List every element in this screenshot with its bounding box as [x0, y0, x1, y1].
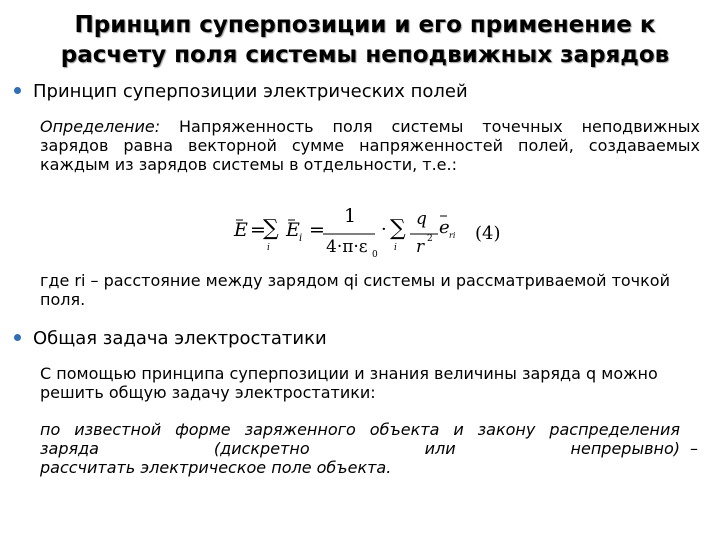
task-result: рассчитать электрическое поле объекта. [40, 458, 392, 477]
formula-Ei: E [286, 219, 300, 241]
bullet-general-problem [14, 328, 327, 350]
formula-sum1-index: i [267, 243, 270, 253]
equation-number: (4) [475, 223, 501, 244]
bullet-superposition [14, 81, 468, 103]
formula-eq2: = [309, 219, 325, 241]
formula-denominator: 4·π·ε [326, 237, 368, 257]
slide-title [30, 10, 700, 70]
bullet-icon [14, 334, 21, 341]
formula-sum2-index: i [394, 243, 397, 253]
formula-e-index: ri [449, 231, 456, 240]
formula-e: e [439, 217, 450, 238]
definition-text: Напряженность поля системы точечных неподвижных зарядов равна векторной сумме напряженностей полей, создаваемых каждым из зарядов системы в отдельности, т.е.: [40, 117, 700, 174]
task-text: по известной форме заряженного объекта и закону распределения заряда (дискретно или непрерывно) [40, 420, 680, 458]
bullet-icon [14, 87, 21, 94]
definition-label: Определение: [40, 117, 161, 136]
formula-eq1: = [250, 219, 266, 241]
formula-sum2: ∑ [390, 216, 406, 241]
formula-dot: · [381, 219, 387, 240]
formula-r-power: 2 [427, 234, 433, 244]
slide-title-line2: расчету поля системы неподвижных зарядов [60, 42, 670, 68]
bullet-general-problem-label: Общая задача электростатики [33, 328, 327, 349]
formula-E: E [234, 219, 248, 241]
formula-Ei-index: i [299, 233, 303, 244]
formula-r: r [416, 237, 425, 257]
where-paragraph: где ri – расстояние между зарядом qi системы и рассматриваемой точкой поля. [40, 271, 670, 309]
general-problem-paragraph: С помощью принципа суперпозиции и знания величины заряда q можно решить общую задачу электростатики: [40, 364, 658, 402]
formula-sum1: ∑ [263, 216, 279, 241]
task-dash: – [690, 439, 698, 458]
slide-title-line1: Принцип суперпозиции и его применение к [74, 12, 656, 38]
task-paragraph [40, 420, 700, 477]
bullet-superposition-label: Принцип суперпозиции электрических полей [33, 81, 468, 102]
formula-eps-index: 0 [372, 250, 378, 260]
definition-paragraph [40, 117, 700, 174]
formula-one: 1 [344, 205, 357, 227]
formula-q: q [416, 209, 427, 229]
